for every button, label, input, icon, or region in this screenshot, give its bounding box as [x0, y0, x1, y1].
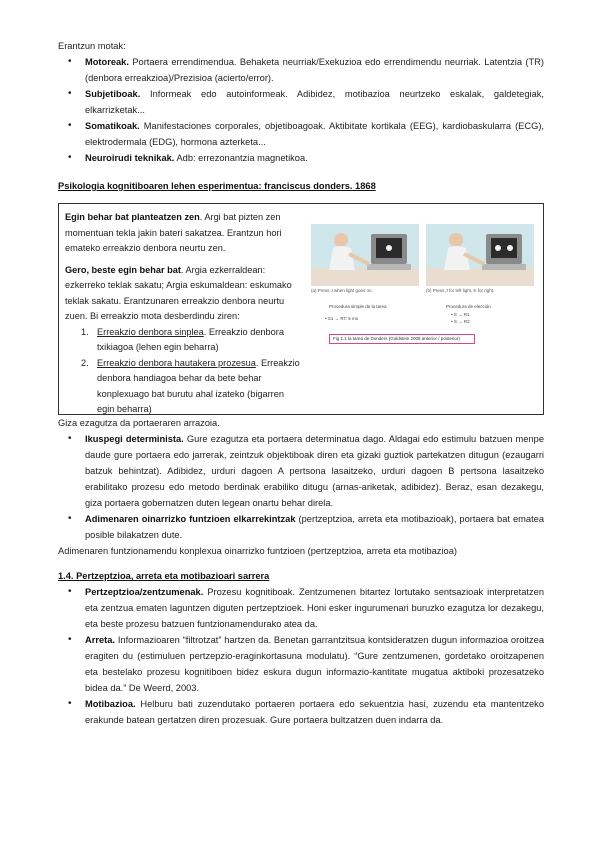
illustration-simple-task	[311, 224, 419, 286]
list-item	[58, 54, 544, 86]
item-number: 1.	[81, 326, 89, 337]
knowledge-list	[58, 431, 544, 543]
box-bold-2: Gero, beste egin behar bat	[65, 264, 181, 275]
caption-b: (b) Press J for left light, K for right.	[426, 288, 495, 293]
term: Adimenaren oinarrizko funtzioen elkarrekintzak	[85, 514, 296, 524]
term: Ikuspegi determinista.	[85, 434, 184, 444]
intro-text: Erantzun motak:	[58, 41, 126, 51]
caption-a: (a) Press J when light goes on.	[311, 288, 373, 293]
functions-paragraph: Adimenaren funtzionamendu konplexua oinarrizko funtzioen (pertzeptzioa, arreta eta motibazioa)	[58, 546, 457, 556]
donders-experiment-box	[58, 203, 544, 415]
definition: Informeak edo autoinformeak. Adibidez, motibazioa neurtzeko eskalak, galdetegiak, elkarrizketak...	[85, 89, 544, 115]
item-text: . Erreakzio denbora handiagoa behar da bete behar konplexuago bat burutu ahal izateko (bigarren egin beharra)	[97, 357, 300, 414]
list-item	[81, 356, 303, 418]
choice-rt-link: Erreakzio denbora hautakera prozesua	[97, 357, 256, 368]
list-item	[58, 118, 544, 150]
section-heading-1-4: 1.4. Pertzeptzioa, arreta eta motibazioari sarrera	[58, 571, 270, 581]
definition: Adb: errezonantzia magnetikoa.	[174, 153, 308, 163]
reaction-types-list	[65, 325, 303, 418]
box-text-1: . Argi bat pizten zen momentuan tekla jakin bateri sakatzea. Erantzun hori emateko erreakzio denbora neurtu zen.	[65, 212, 282, 253]
box-bold-1: Egin behar bat planteatzen zen	[65, 212, 200, 222]
list-item	[58, 150, 544, 166]
item-text: . Erreakzio denbora txikiagoa (lehen egin beharra)	[97, 326, 284, 352]
list-item	[58, 511, 544, 543]
donders-figure	[311, 224, 539, 344]
figure-highlight-caption: Fig 1.1 la tarea de Donders (Goldstein 2005 anterior / posterior)	[329, 334, 475, 344]
simple-rt-link: Erreakzio denbora sinplea	[97, 326, 204, 337]
term: Motoreak.	[85, 57, 129, 67]
section-heading-donders: Psikologia kognitiboaren lehen esperimentua: franciscus donders. 1868	[58, 181, 376, 191]
label-a: Procedura simple de la tarea	[329, 304, 387, 309]
functions-list	[58, 584, 544, 728]
rt-b1: • S → R1	[451, 312, 470, 317]
box-text	[65, 210, 303, 418]
term: Somatikoak.	[85, 121, 140, 131]
definition: Gure ezagutza eta portaera determinatua dago. Aldagai edo estimulu batzuen menpe daude gure portaera edo jarrerak, zeintzuk objektiboak diren eta gizaki guztiok partekatzen ditugun (ezaugarri batzuk behintzat). Adibidez, urduri dagoen A pertsona lasaitzeko, urduri dagoen B pertsona lasaitzeko erabilitako prozesu edo metodo berdinak erabiliko ditugu (arnas-ariketak, adibidez). Beraz, esan dezakegu, giza portaera gobernatzen duten legean onartu behar direla.	[85, 434, 544, 508]
rt-a: • S1 → RT: 5 ms	[325, 316, 359, 321]
rt-b2: • S → R2	[451, 319, 470, 324]
definition: Manifestaciones corporales, objetiboagoak. Aktibitate kortikala (EEG), kardiobaskularra (ECG), elektrodermala (EDG), hormona azterketa...	[85, 121, 544, 147]
term: Pertzeptzioa/zentzumenak.	[85, 587, 204, 597]
box-paragraph-1	[65, 210, 303, 257]
term: Motibazioa.	[85, 699, 136, 709]
term: Arreta.	[85, 635, 115, 645]
list-item	[81, 325, 303, 356]
term: Subjetiboak.	[85, 89, 141, 99]
list-item	[58, 696, 544, 728]
definition: Portaera errendimendua. Behaketa neurriak/Exekuzioa edo errendimendu neurriak. Latentzia (TR) (denbora erreakzioa)/Prezisioa (acierto/error).	[85, 57, 544, 83]
definition: Prozesu kognitiboak. Zentzumenen bitartez lortutako sentsazioak interpretatzen eta zentzua ematen laguntzen diguten pertzeptzioek. Honi esker ingurumenari buruzko ezagutza lor dezakegu, eta beste prozesu batzuen funtzionamendurako atea da.	[85, 587, 544, 629]
list-item	[58, 632, 544, 696]
box-paragraph-2	[65, 263, 303, 325]
knowledge-paragraph: Giza ezagutza da portaeraren arrazoia.	[58, 418, 220, 428]
list-item	[58, 86, 544, 118]
illustration-choice-task	[426, 224, 534, 286]
list-item	[58, 584, 544, 632]
box-text-2: . Argia ezkerraldean: ezkerreko teklak sakatu; Argia eskumaldean: eskumako teklak sakatu. Erantzunaren erreakzio denbora neurtu zuen. Bi erreakzio mota desberdindu ziren:	[65, 264, 292, 321]
item-number: 2.	[81, 357, 89, 368]
list-item	[58, 431, 544, 511]
document-page	[58, 38, 544, 728]
label-b: Procedura de elección	[446, 304, 491, 309]
definition: Informazioaren “filtrotzat” hartzen da. Benetan garrantzitsua kontsideratzen dugun informazioa oroitzea eragiten du (estimuluen pertzepzio-eraginkortasuna modulatu). “Gure zentzumenen, gordetako oroitzapenen eta bestelako prozesu kognitiboen bidez eskura dugun informazio-kantitate mugatua aktiboki prozesatzeko bidea da.” De Weerd, 2003.	[85, 635, 544, 693]
response-types-list	[58, 54, 544, 166]
term: Neuroirudi teknikak.	[85, 153, 175, 163]
definition: (pertzeptzioa, arreta eta motibazioak), portaera bat ematea posible bilakatzen dute.	[85, 514, 544, 540]
definition: Helburu bati zuzendutako portaeren portaera edo sekuentzia hasi, zuzendu eta mantentzeko erakunde batean gertatzen diren prozesuak. Gure portaera bultzatzen duen indarra da.	[85, 699, 544, 725]
